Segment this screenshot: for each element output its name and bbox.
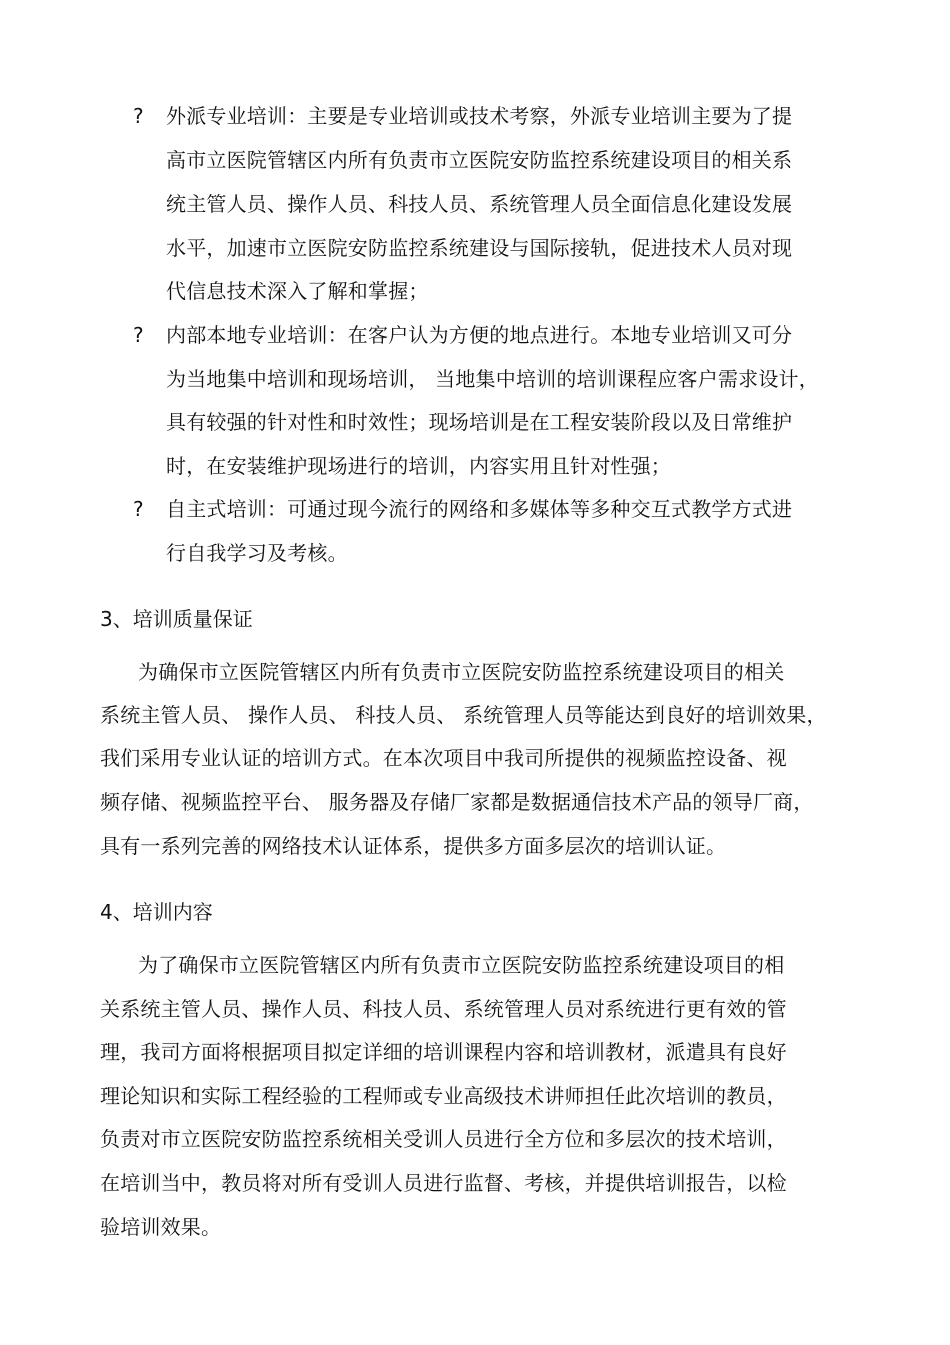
paragraph-line: 为了确保市立医院管辖区内所有负责市立医院安防监控系统建设项目的相 [138, 953, 785, 977]
paragraph-line: 自主式培训：可通过现今流行的网络和多媒体等多种交互式教学方式进 [166, 497, 793, 521]
paragraph-line: 内部本地专业培训：在客户认为方便的地点进行。本地专业培训又可分 [166, 323, 793, 347]
bullet-marker: ? [133, 323, 144, 347]
paragraph-line: 在培训当中，教员将对所有受训人员进行监督、考核，并提供培训报告，以检 [100, 1171, 787, 1195]
paragraph-line: 统主管人员、操作人员、科技人员、系统管理人员全面信息化建设发展 [166, 192, 793, 216]
paragraph-line: 为当地集中培训和现场培训， 当地集中培训的培训课程应客户需求设计， [166, 367, 819, 391]
paragraph-line: 水平，加速市立医院安防监控系统建设与国际接轨，促进技术人员对现 [166, 236, 793, 260]
paragraph-line: 外派专业培训：主要是专业培训或技术考察，外派专业培训主要为了提 [166, 104, 793, 128]
bullet-marker: ? [133, 497, 144, 521]
paragraph-line: 系统主管人员、 操作人员、 科技人员、 系统管理人员等能达到良好的培训效果， [100, 703, 827, 727]
paragraph-line: 频存储、视频监控平台、 服务器及存储厂家都是数据通信技术产品的领导厂商， [100, 790, 814, 814]
paragraph-line: 代信息技术深入了解和掌握； [166, 279, 429, 303]
paragraph-line: 时，在安装维护现场进行的培训，内容实用且针对性强； [166, 454, 671, 478]
paragraph-line: 行自我学习及考核。 [166, 541, 348, 565]
paragraph-line: 具有较强的针对性和时效性；现场培训是在工程安装阶段以及日常维护 [166, 410, 793, 434]
paragraph-line: 关系统主管人员、操作人员、科技人员、系统管理人员对系统进行更有效的管 [100, 997, 787, 1021]
paragraph-line: 具有一系列完善的网络技术认证体系，提供多方面多层次的培训认证。 [100, 834, 727, 858]
paragraph-line: 理论知识和实际工程经验的工程师或专业高级技术讲师担任此次培训的教员， [100, 1084, 787, 1108]
paragraph-line: 验培训效果。 [100, 1215, 222, 1239]
section-heading: 4、培训内容 [100, 900, 213, 924]
bullet-marker: ? [133, 104, 144, 128]
paragraph-line: 负责对市立医院安防监控系统相关受训人员进行全方位和多层次的技术培训， [100, 1127, 787, 1151]
paragraph-line: 为确保市立医院管辖区内所有负责市立医院安防监控系统建设项目的相关 [138, 660, 785, 684]
section-heading: 3、培训质量保证 [100, 607, 253, 631]
paragraph-line: 理，我司方面将根据项目拟定详细的培训课程内容和培训教材，派遣具有良好 [100, 1040, 787, 1064]
paragraph-line: 我们采用专业认证的培训方式。在本次项目中我司所提供的视频监控设备、视 [100, 746, 787, 770]
paragraph-line: 高市立医院管辖区内所有负责市立医院安防监控系统建设项目的相关系 [166, 148, 793, 172]
